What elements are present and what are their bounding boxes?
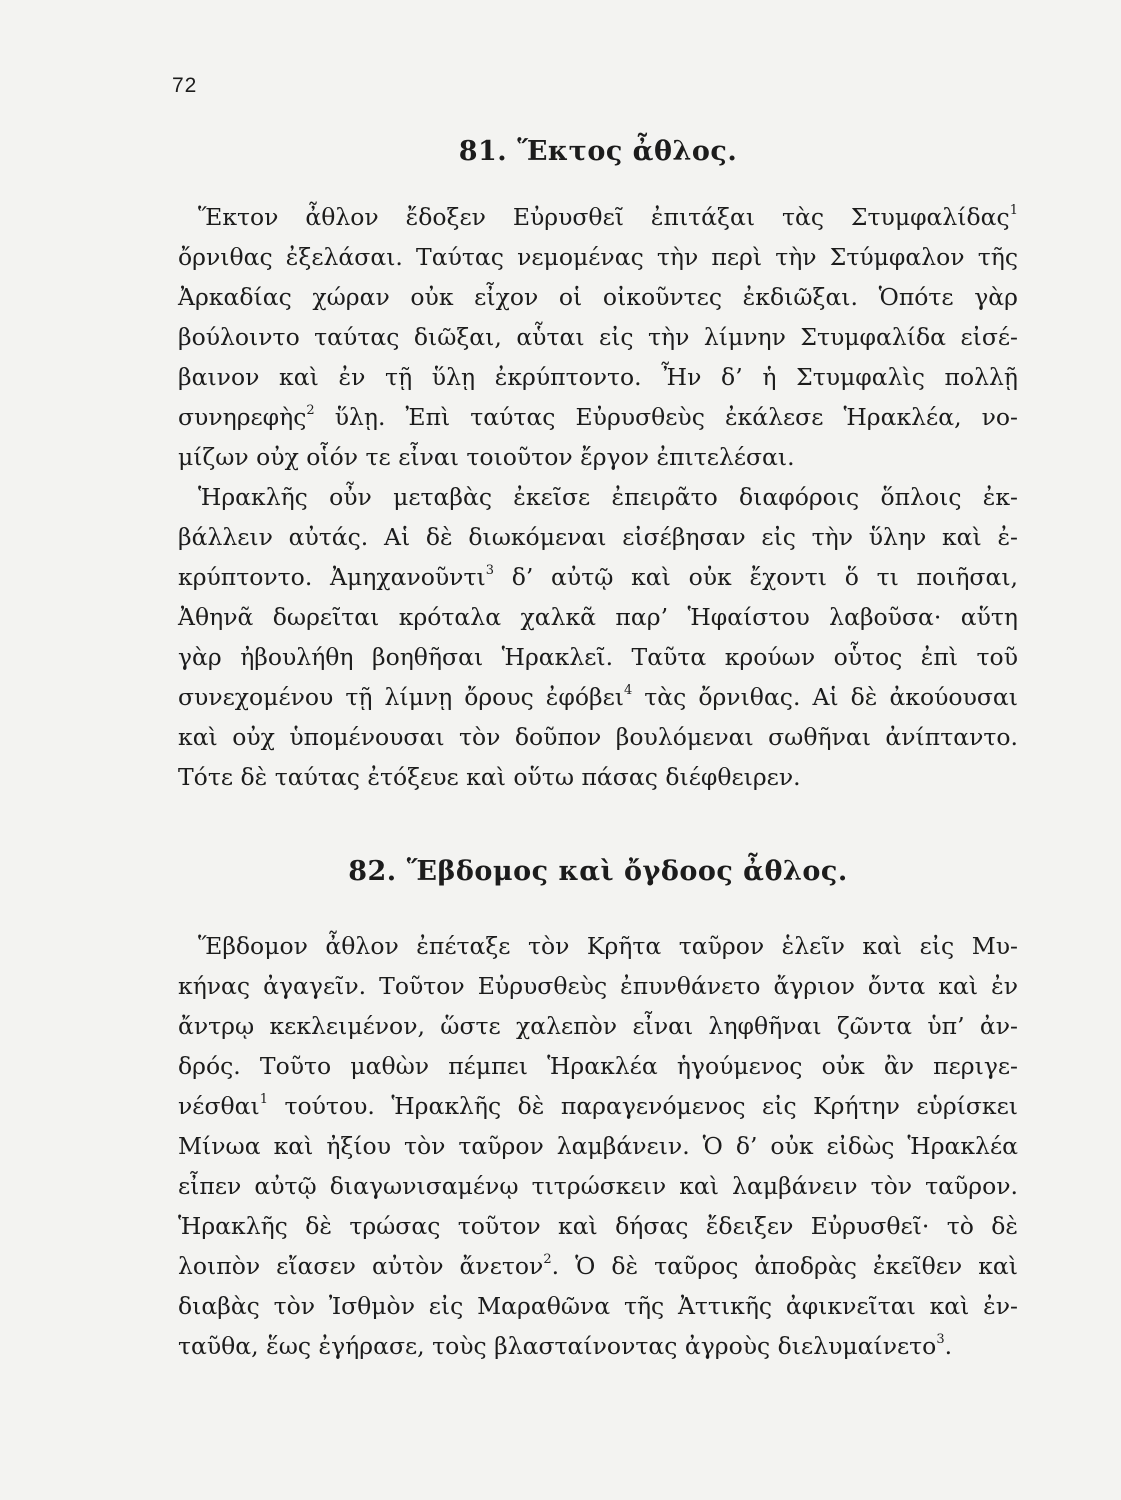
text-line — [178, 1286, 1018, 1326]
text-segment: καὶ οὐχ ὑπομένουσαι τὸν δοῦπον βουλόμεναι σωθῆναι ἀνίπταντο. — [178, 723, 1018, 751]
text-segment: λοιπὸν εἴασεν αὐτὸν ἄνετον — [178, 1252, 544, 1280]
text-segment: ὕλῃ. Ἐπὶ ταύτας Εὐρυσθεὺς ἐκάλεσε Ἡρακλέα, νο- — [314, 403, 1018, 431]
section-82-body — [178, 926, 1018, 1366]
section-number: 81. — [458, 136, 508, 167]
text-segment: δρός. Τοῦτο μαθὼν πέμπει Ἡρακλέα ἡγούμενος οὐκ ἂν περιγε- — [178, 1052, 1018, 1080]
text-segment: Ἀρκαδίας χώραν οὐκ εἶχον οἱ οἰκοῦντες ἐκδιῶξαι. Ὁπότε γὰρ — [178, 283, 1018, 311]
text-line — [178, 317, 1018, 357]
text-segment: μίζων οὐχ οἷόν τε εἶναι τοιοῦτον ἔργον ἐπιτελέσαι. — [178, 443, 795, 471]
text-line — [178, 477, 1018, 517]
text-segment: Ἀθηνᾶ δωρεῖται κρόταλα χαλκᾶ παρ’ Ἡφαίστου λαβοῦσα· αὕτη — [178, 603, 1018, 631]
text-line — [178, 437, 1018, 477]
text-line — [178, 1326, 1018, 1366]
text-segment: γὰρ ἠβουλήθη βοηθῆσαι Ἡρακλεῖ. Ταῦτα κρούων οὗτος ἐπὶ τοῦ — [178, 643, 1018, 671]
text-line — [178, 966, 1018, 1006]
text-line — [178, 1166, 1018, 1206]
footnote-marker: 4 — [623, 683, 633, 698]
text-line — [178, 397, 1018, 437]
text-line — [178, 677, 1018, 717]
text-segment: διαβὰς τὸν Ἰσθμὸν εἰς Μαραθῶνα τῆς Ἀττικῆς ἀφικνεῖται καὶ ἐν- — [178, 1292, 1018, 1320]
text-segment: Ἕκτον ἆθλον ἔδοξεν Εὐρυσθεῖ ἐπιτάξαι τὰς Στυμφαλίδας — [198, 203, 1010, 231]
text-line — [178, 757, 1018, 797]
text-line — [178, 1006, 1018, 1046]
text-line — [178, 1206, 1018, 1246]
text-line — [178, 1126, 1018, 1166]
section-title: Ἕκτος ἆθλος. — [517, 136, 738, 167]
text-segment: συνεχομένου τῇ λίμνῃ ὄρους ἐφόβει — [178, 683, 624, 711]
footnote-marker: 3 — [936, 1332, 945, 1347]
text-line — [178, 517, 1018, 557]
text-line — [178, 357, 1018, 397]
text-line — [178, 277, 1018, 317]
text-segment: ὄρνιθας ἐξελάσαι. Ταύτας νεμομένας τὴν περὶ τὴν Στύμφαλον τῆς — [178, 243, 1018, 271]
text-segment: δ’ αὐτῷ καὶ οὐκ ἔχοντι ὅ τι ποιῆσαι, — [493, 563, 1018, 591]
page-number: 72 — [172, 74, 198, 97]
text-segment: κήνας ἀγαγεῖν. Τοῦτον Εὐρυσθεὺς ἐπυνθάνετο ἄγριον ὄντα καὶ ἐν — [178, 972, 1018, 1000]
footnote-marker: 2 — [306, 403, 315, 418]
text-segment: τὰς ὄρνιθας. Αἱ δὲ ἀκούουσαι — [632, 683, 1018, 711]
footnote-marker: 2 — [543, 1252, 552, 1267]
section-title: Ἕβδομος καὶ ὄγδοος ἆθλος. — [406, 856, 848, 887]
text-segment: ἄντρῳ κεκλειμένον, ὥστε χαλεπὸν εἶναι ληφθῆναι ζῶντα ὑπ’ ἀν- — [178, 1012, 1018, 1040]
text-line — [178, 926, 1018, 966]
text-segment: Μίνωα καὶ ἠξίου τὸν ταῦρον λαμβάνειν. Ὁ δ’ οὐκ εἰδὼς Ἡρακλέα — [178, 1132, 1018, 1160]
section-number: 82. — [348, 856, 397, 887]
text-segment: Ἡρακλῆς οὖν μεταβὰς ἐκεῖσε ἐπειρᾶτο διαφόροις ὅπλοις ἐκ- — [198, 483, 1018, 511]
section-82-heading — [178, 856, 1018, 887]
text-segment: ταῦθα, ἕως ἐγήρασε, τοὺς βλασταίνοντας ἀγροὺς διελυμαίνετο — [178, 1332, 937, 1360]
text-segment: βαινον καὶ ἐν τῇ ὕλῃ ἐκρύπτοντο. Ἦν δ’ ἡ Στυμφαλὶς πολλῇ — [178, 363, 1018, 391]
text-line — [178, 1246, 1018, 1286]
text-segment: συνηρεφὴς — [178, 403, 307, 431]
text-line — [178, 557, 1018, 597]
section-81-heading — [178, 136, 1018, 167]
text-line — [178, 1086, 1018, 1126]
footnote-marker: 3 — [485, 563, 494, 578]
footnote-marker: 1 — [259, 1092, 269, 1107]
text-segment: κρύπτοντο. Ἀμηχανοῦντι — [178, 563, 486, 591]
text-segment: Τότε δὲ ταύτας ἐτόξευε καὶ οὕτω πάσας διέφθειρεν. — [178, 763, 801, 791]
footnote-marker: 1 — [1009, 203, 1018, 218]
text-segment: τούτου. Ἡρακλῆς δὲ παραγενόμενος εἰς Κρήτην εὑρίσκει — [268, 1092, 1018, 1120]
text-segment: Ἡρακλῆς δὲ τρώσας τοῦτον καὶ δήσας ἔδειξεν Εὐρυσθεῖ· τὸ δὲ — [178, 1212, 1018, 1240]
text-segment: νέσθαι — [178, 1092, 260, 1120]
text-segment: . Ὁ δὲ ταῦρος ἀποδρὰς ἐκεῖθεν καὶ — [551, 1252, 1018, 1280]
text-segment: εἶπεν αὐτῷ διαγωνισαμένῳ τιτρώσκειν καὶ λαμβάνειν τὸν ταῦρον. — [178, 1172, 1018, 1200]
text-line — [178, 1046, 1018, 1086]
section-81-body — [178, 197, 1018, 797]
text-segment: Ἕβδομον ἆθλον ἐπέταξε τὸν Κρῆτα ταῦρον ἑλεῖν καὶ εἰς Μυ- — [198, 932, 1018, 960]
text-line — [178, 237, 1018, 277]
text-segment: βούλοιντο ταύτας διῶξαι, αὗται εἰς τὴν λίμνην Στυμφαλίδα εἰσέ- — [178, 323, 1018, 351]
text-segment: βάλλειν αὐτάς. Αἱ δὲ διωκόμεναι εἰσέβησαν εἰς τὴν ὕλην καὶ ἐ- — [178, 523, 1018, 551]
text-line — [178, 597, 1018, 637]
text-line — [178, 637, 1018, 677]
text-segment: . — [944, 1332, 953, 1360]
text-line — [178, 717, 1018, 757]
text-line — [178, 197, 1018, 237]
